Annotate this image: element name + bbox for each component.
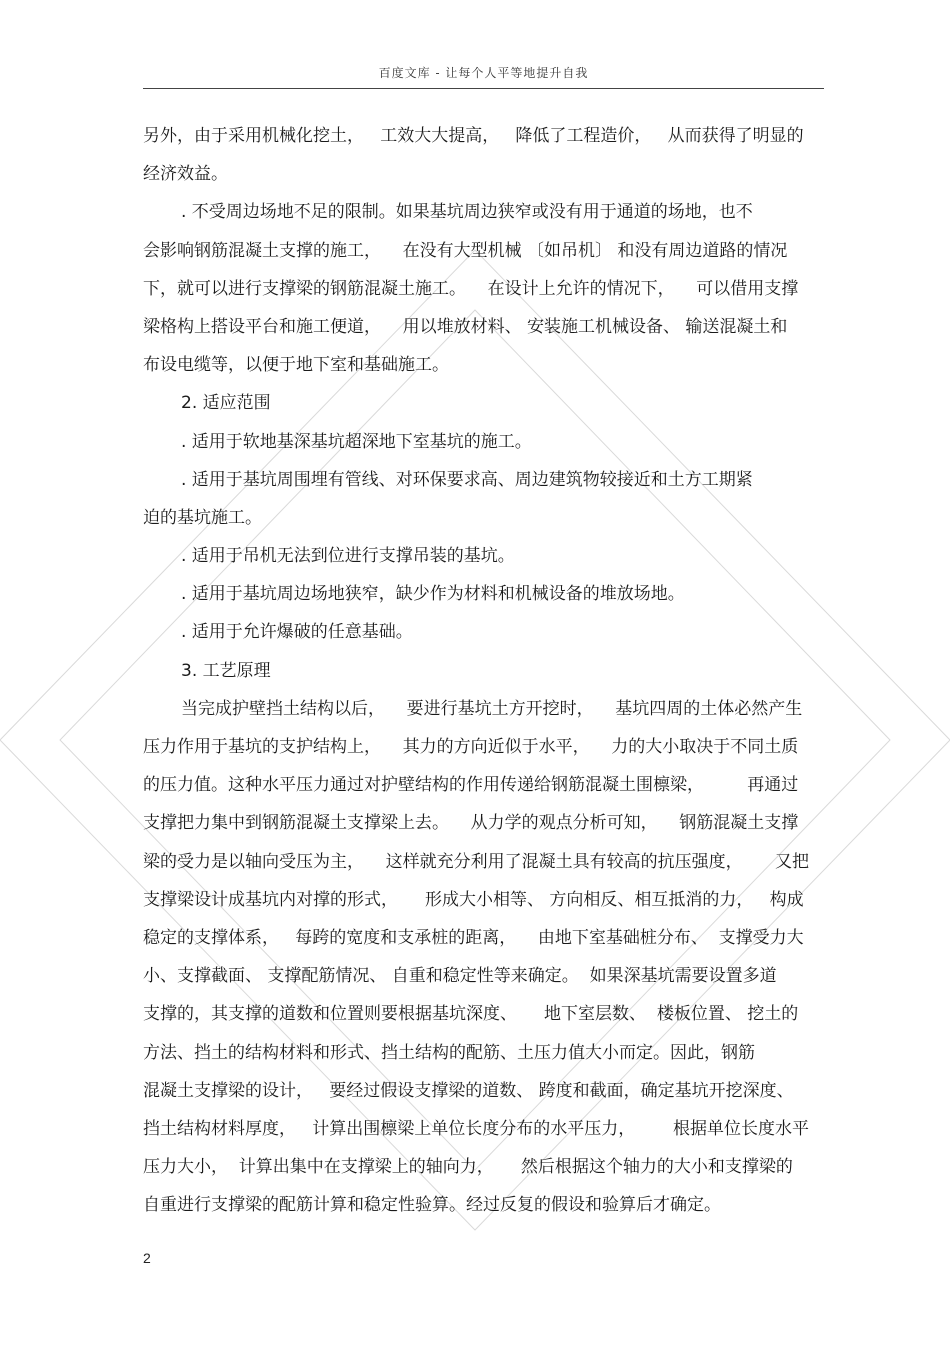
text-line: 混凝土支撑梁的设计， 要经过假设支撑梁的道数、 跨度和截面，确定基坑开挖深度、	[143, 1080, 794, 1101]
text-line: 当完成护壁挡土结构以后， 要进行基坑土方开挖时， 基坑四周的土体必然产生	[181, 698, 803, 719]
text-line: 会影响钢筋混凝土支撑的施工， 在没有大型机械 〔如吊机〕 和没有周边道路的情况	[143, 240, 788, 261]
text-line: . 不受周边场地不足的限制。如果基坑周边狭窄或没有用于通道的场地，也不	[181, 202, 753, 223]
text-line: 下，就可以进行支撑梁的钢筋混凝土施工。 在设计上允许的情况下， 可以借用支撑	[143, 278, 799, 299]
section-heading: 3. 工艺原理	[181, 660, 271, 681]
text-line: 挡土结构材料厚度， 计算出围檩梁上单位长度分布的水平压力， 根据单位长度水平	[143, 1118, 810, 1139]
text-line: 经济效益。	[143, 164, 228, 185]
text-line: 支撑的，其支撑的道数和位置则要根据基坑深度、 地下室层数、 楼板位置、 挖土的	[143, 1004, 799, 1025]
text-line: 迫的基坑施工。	[143, 507, 262, 528]
text-line: 稳定的支撑体系， 每跨的宽度和支承桩的距离， 由地下室基础桩分布、 支撑受力大	[143, 927, 804, 948]
text-line: 梁格构上搭设平台和施工便道， 用以堆放材料、 安装施工机械设备、 输送混凝土和	[143, 316, 788, 337]
text-line: . 适用于允许爆破的任意基础。	[181, 622, 413, 643]
text-line: 自重进行支撑梁的配筋计算和稳定性验算。经过反复的假设和验算后才确定。	[143, 1195, 721, 1216]
text-line: . 适用于基坑周边场地狭窄，缺少作为材料和机械设备的堆放场地。	[181, 584, 685, 605]
text-line: 的压力值。这种水平压力通过对护壁结构的作用传递给钢筋混凝土围檩梁， 再通过	[143, 775, 799, 796]
page-header: 百度文库 - 让每个人平等地提升自我	[143, 64, 824, 89]
text-line: . 适用于吊机无法到位进行支撑吊装的基坑。	[181, 546, 515, 567]
text-line: . 适用于基坑周围埋有管线、对环保要求高、周边建筑物较接近和土方工期紧	[181, 469, 753, 490]
section-heading: 2. 适应范围	[181, 393, 271, 414]
text-line: . 适用于软地基深基坑超深地下室基坑的施工。	[181, 431, 532, 452]
text-line: 小、支撑截面、 支撑配筋情况、 自重和稳定性等来确定。 如果深基坑需要设置多道	[143, 966, 777, 987]
text-line: 另外，由于采用机械化挖土， 工效大大提高， 降低了工程造价， 从而获得了明显的	[143, 126, 804, 146]
text-line: 压力作用于基坑的支护结构上， 其力的方向近似于水平， 力的大小取决于不同土质	[143, 737, 799, 757]
document-body	[143, 117, 827, 1224]
text-line: 支撑把力集中到钢筋混凝土支撑梁上去。 从力学的观点分析可知， 钢筋混凝土支撑	[143, 813, 799, 834]
text-line: 压力大小， 计算出集中在支撑梁上的轴向力， 然后根据这个轴力的大小和支撑梁的	[143, 1157, 793, 1178]
text-line: 梁的受力是以轴向受压为主， 这样就充分利用了混凝土具有较高的抗压强度， 又把	[143, 851, 810, 872]
text-line: 支撑梁设计成基坑内对撑的形式， 形成大小相等、 方向相反、相互抵消的力， 构成	[143, 889, 804, 910]
text-line: 布设电缆等，以便于地下室和基础施工。	[143, 355, 449, 376]
page-number: 2	[143, 1250, 151, 1266]
text-line: 方法、挡土的结构材料和形式、挡土结构的配筋、土压力值大小而定。因此，钢筋	[143, 1042, 755, 1063]
